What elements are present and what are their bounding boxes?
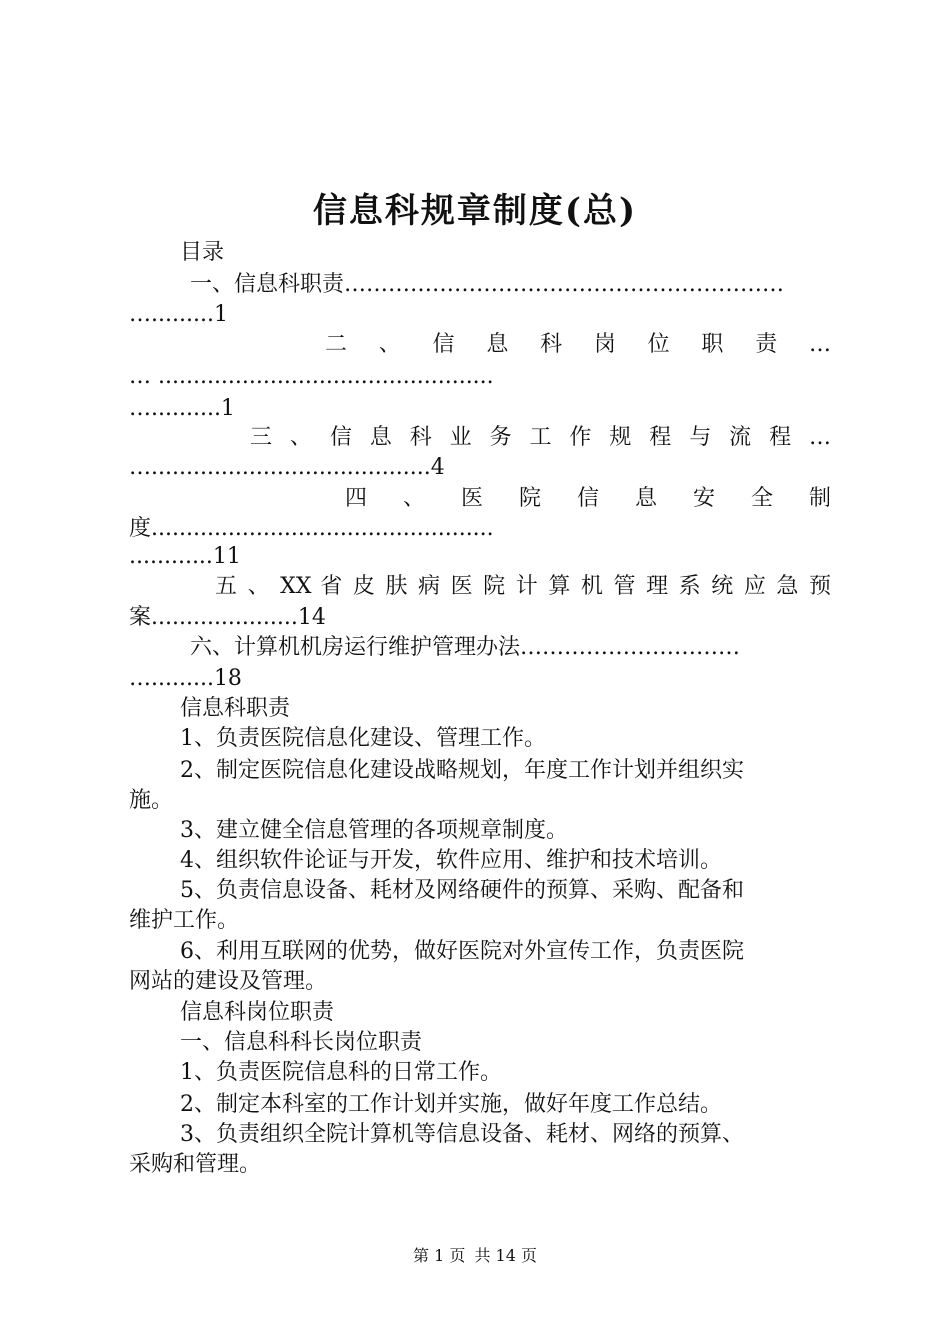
toc-entry-4-cont-b: ............11 — [129, 544, 241, 569]
paragraph-line: 网站的建设及管理。 — [129, 969, 328, 994]
paragraph-line: 1、负责医院信息科的日常工作。 — [180, 1060, 502, 1085]
toc-entry-5-cont: 案.....................14 — [129, 605, 326, 630]
toc-entry-3-cont: …........................................4 — [129, 455, 445, 480]
paragraph-line: 5、负责信息设备、耗材及网络硬件的预算、采购、配备和 — [180, 878, 744, 903]
paragraph-line: 1、负责医院信息化建设、管理工作。 — [180, 726, 546, 751]
toc-entry-2: 二 、 信 息 科 岗 位 职 责 … — [325, 332, 831, 357]
toc-entry-2-cont-a: … ................................................ — [129, 364, 494, 389]
paragraph-line: 4、组织软件论证与开发，软件应用、维护和技术培训。 — [180, 848, 722, 873]
paragraph-line: 2、制定医院信息化建设战略规划，年度工作计划并组织实 — [180, 758, 744, 783]
page-number: 第 1 页 — [413, 1246, 466, 1265]
paragraph-line: 维护工作。 — [129, 908, 240, 933]
toc-entry-2-cont-b: …..........1 — [129, 396, 235, 421]
subsection-heading: 一、信息科科长岗位职责 — [180, 1030, 423, 1055]
paragraph-line: 施。 — [129, 788, 174, 813]
section-heading: 信息科职责 — [180, 696, 291, 721]
toc-entry-3: 三 、 信 息 科 业 务 工 作 规 程 与 流 程 … — [250, 425, 831, 450]
document-title: 信息科规章制度(总) — [312, 191, 638, 231]
paragraph-line: 6、利用互联网的优势，做好医院对外宣传工作，负责医院 — [180, 939, 744, 964]
toc-entry-4: 四 、 医 院 信 息 安 全 制 — [345, 486, 831, 511]
toc-entry-6-cont: ….........18 — [129, 666, 242, 691]
section-heading: 信息科岗位职责 — [180, 1000, 335, 1025]
toc-entry-6: 六、计算机机房运行维护管理办法………………………… — [190, 635, 741, 660]
toc-heading: 目录 — [180, 240, 225, 265]
paragraph-line: 3、建立健全信息管理的各项规章制度。 — [180, 818, 568, 843]
toc-entry-4-cont-a: 度................................................. — [129, 516, 494, 541]
paragraph-line: 2、制定本科室的工作计划并实施，做好年度工作总结。 — [180, 1092, 722, 1117]
paragraph-line: 3、负责组织全院计算机等信息设备、耗材、网络的预算、 — [180, 1122, 744, 1147]
paragraph-line: 采购和管理。 — [129, 1152, 262, 1177]
page-total: 共 14 页 — [474, 1246, 537, 1265]
toc-entry-5: 五 、 XX 省 皮 肤 病 医 院 计 算 机 管 理 系 统 应 急 预 — [215, 574, 831, 599]
toc-entry-1: 一、信息科职责…………………………………………………… — [190, 272, 785, 297]
toc-entry-1-cont: ….........1 — [129, 302, 228, 327]
page-footer — [0, 1243, 950, 1266]
